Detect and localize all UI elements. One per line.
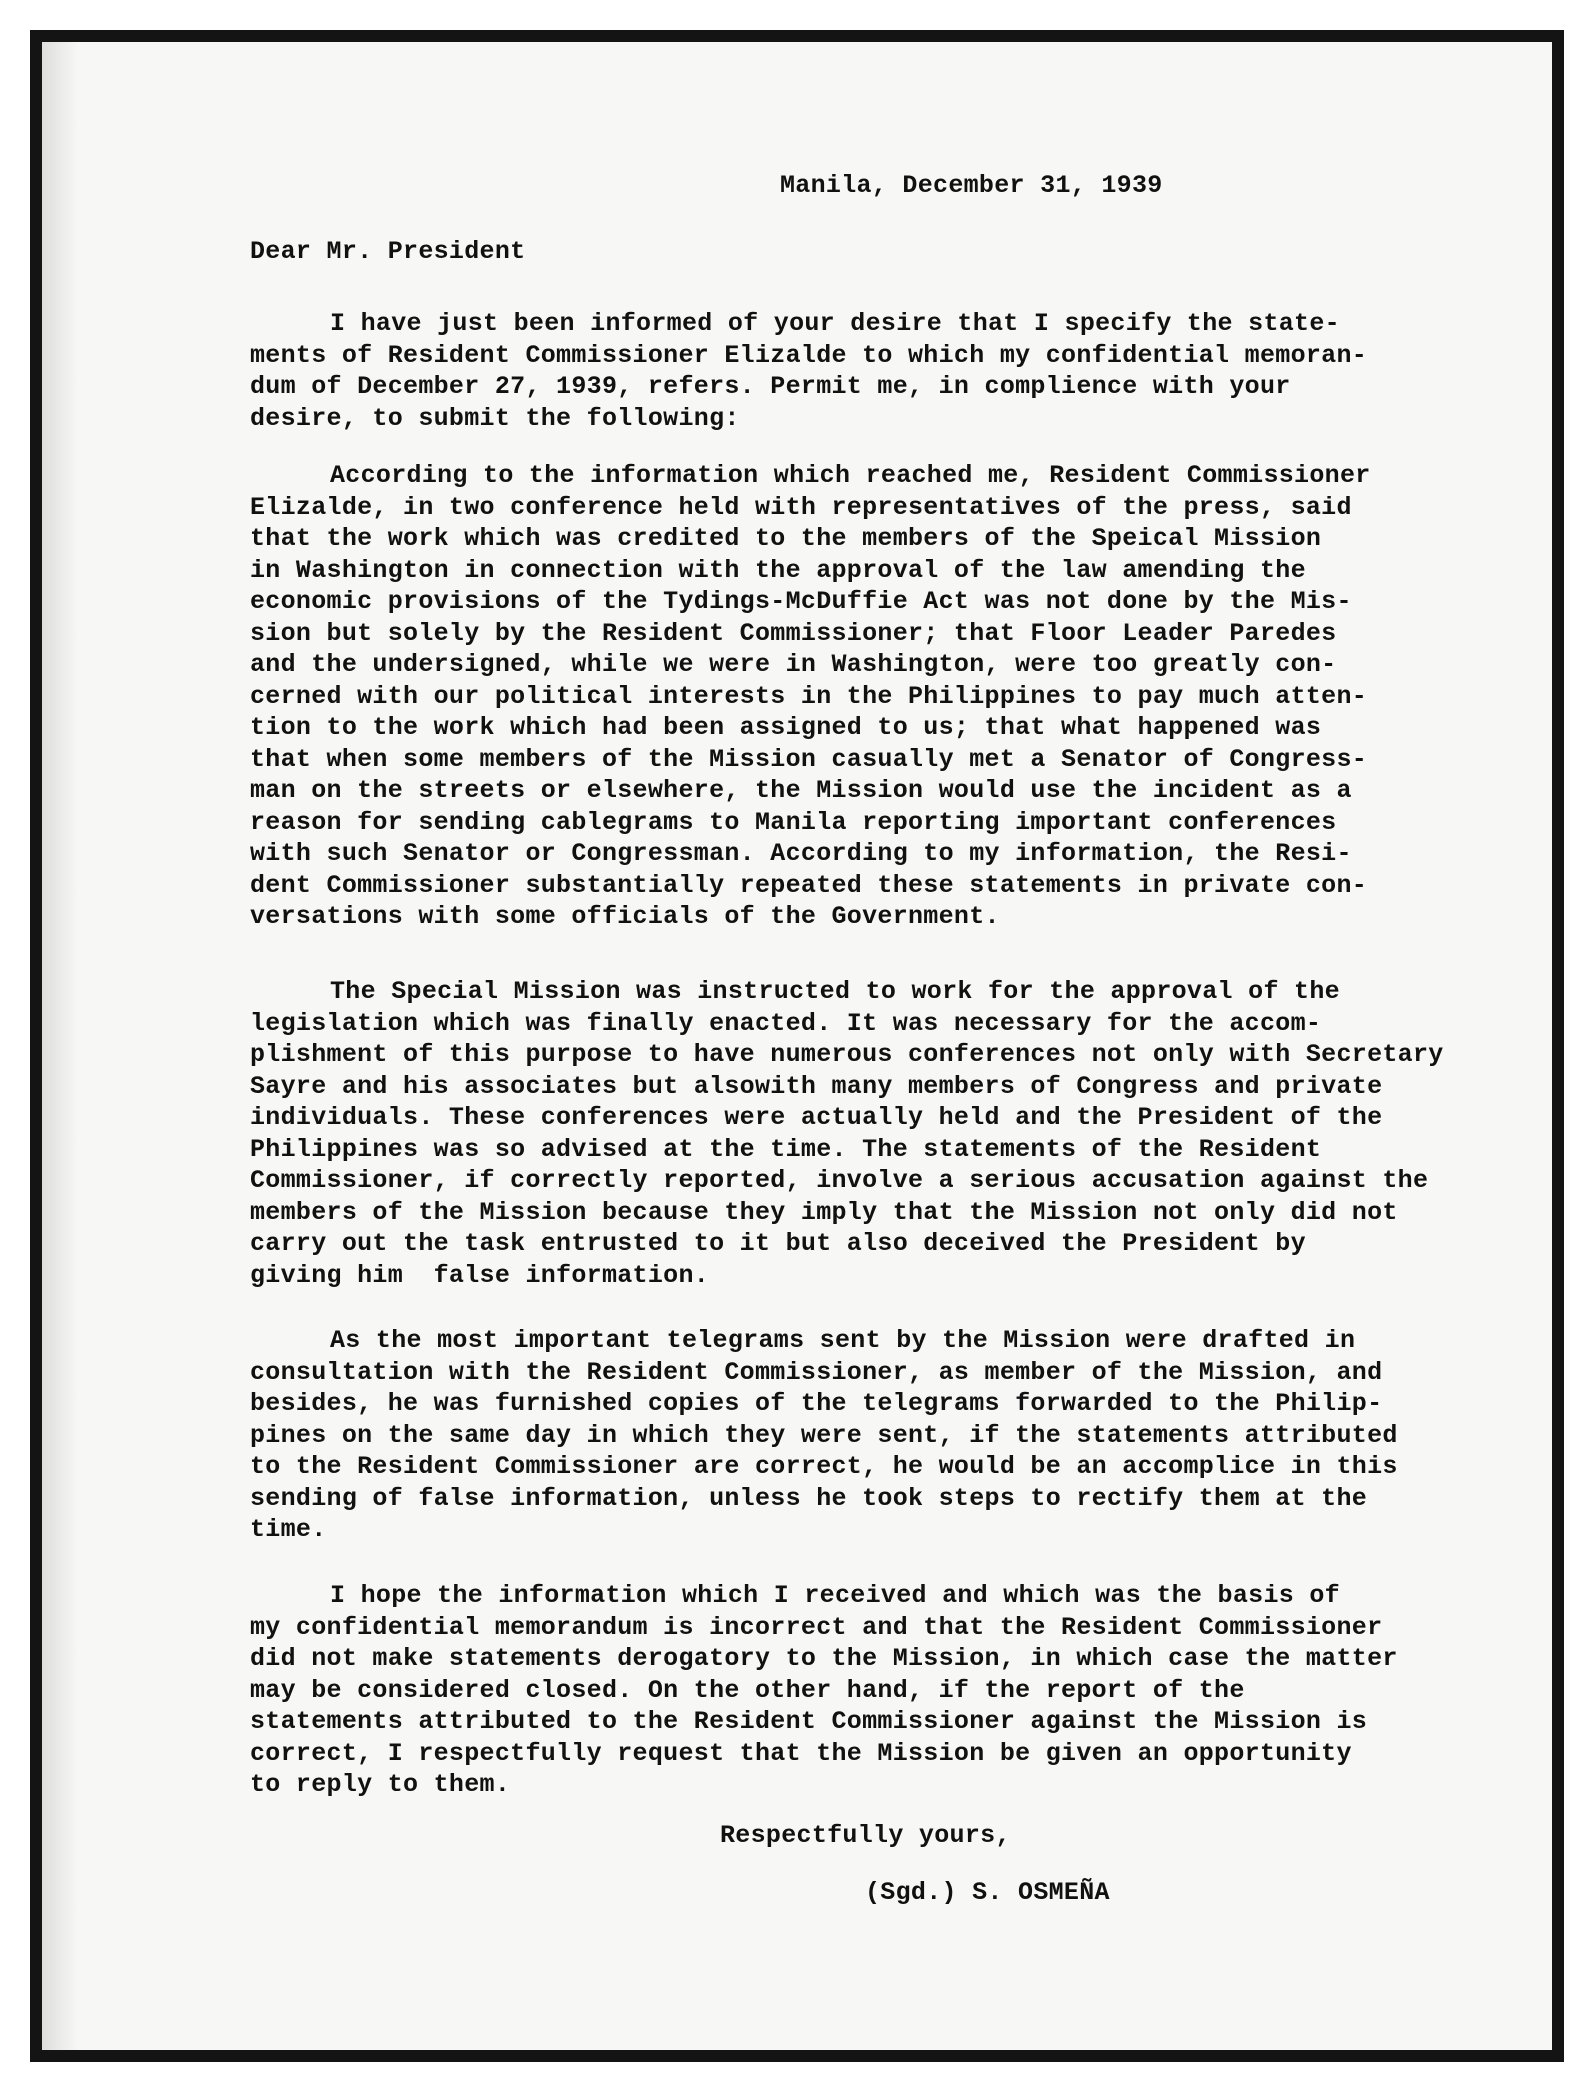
paragraph-1	[250, 308, 1367, 434]
text-line: sending of false information, unless he took steps to rectify them at the	[250, 1483, 1368, 1513]
paragraph-3	[250, 976, 1444, 1291]
text-line: As the most important telegrams sent by the Mission were drafted in	[330, 1326, 1356, 1355]
text-line: correct, I respectfully request that the Mission be given an opportunity	[250, 1738, 1352, 1768]
scan-edge-shadow	[42, 42, 78, 2050]
text-line: Elizalde, in two conference held with representatives of the press, said	[250, 492, 1352, 522]
text-line: Sayre and his associates but alsowith many members of Congress and private	[250, 1071, 1383, 1101]
text-line: that when some members of the Mission casually met a Senator of Congress-	[250, 744, 1368, 774]
text-line: members of the Mission because they imply that the Mission not only did not	[250, 1197, 1398, 1227]
text-line: Commissioner, if correctly reported, involve a serious accusation against the	[250, 1166, 1429, 1195]
salutation: Dear Mr. President	[250, 237, 526, 266]
text-line: economic provisions of the Tydings-McDuffie Act was not done by the Mis-	[250, 587, 1352, 616]
paragraph-2	[250, 460, 1371, 933]
text-line: to the Resident Commissioner are correct, he would be an accomplice in this	[250, 1452, 1398, 1481]
text-line: versations with some officials of the Government.	[250, 902, 1000, 931]
text-line: cerned with our political interests in the Philippines to pay much atten-	[250, 681, 1368, 711]
text-line: besides, he was furnished copies of the telegrams forwarded to the Philip-	[250, 1389, 1383, 1418]
text-line: statements attributed to the Resident Commissioner against the Mission is	[250, 1707, 1368, 1736]
text-line: consultation with the Resident Commissioner, as member of the Mission, and	[250, 1357, 1383, 1387]
dateline: Manila, December 31, 1939	[780, 171, 1163, 200]
text-line: carry out the task entrusted to it but also deceived the President by	[250, 1229, 1306, 1258]
text-line: in Washington in connection with the approval of the law amending the	[250, 555, 1306, 585]
text-line: sion but solely by the Resident Commissioner; that Floor Leader Paredes	[250, 618, 1337, 648]
text-line: desire, to submit the following:	[250, 403, 740, 433]
text-line: my confidential memorandum is incorrect and that the Resident Commissioner	[250, 1612, 1383, 1642]
signature: (Sgd.) S. OSMEÑA	[865, 1878, 1110, 1907]
text-line: ments of Resident Commissioner Elizalde to which my confidential memoran-	[250, 340, 1368, 370]
text-line: plishment of this purpose to have numerous conferences not only with Secretary	[250, 1040, 1444, 1069]
text-line: to reply to them.	[250, 1770, 511, 1799]
text-line: and the undersigned, while we were in Washington, were too greatly con-	[250, 650, 1337, 679]
paragraph-5	[250, 1580, 1398, 1801]
text-line: reason for sending cablegrams to Manila reporting important conferences	[250, 807, 1337, 837]
complimentary-close: Respectfully yours,	[720, 1821, 1011, 1850]
text-line: The Special Mission was instructed to work for the approval of the	[330, 977, 1340, 1006]
text-line: I have just been informed of your desire that I specify the state-	[330, 309, 1340, 338]
text-line: individuals. These conferences were actually held and the President of the	[250, 1103, 1383, 1132]
text-line: that the work which was credited to the members of the Speical Mission	[250, 524, 1322, 553]
text-line: Philippines was so advised at the time. The statements of the Resident	[250, 1134, 1322, 1164]
text-line: with such Senator or Congressman. According to my information, the Resi-	[250, 839, 1352, 868]
text-line: According to the information which reached me, Resident Commissioner	[330, 461, 1371, 490]
text-line: did not make statements derogatory to the Mission, in which case the matter	[250, 1644, 1398, 1673]
text-line: tion to the work which had been assigned to us; that what happened was	[250, 713, 1322, 742]
text-line: man on the streets or elsewhere, the Mission would use the incident as a	[250, 776, 1352, 805]
paragraph-4	[250, 1325, 1398, 1546]
text-line: time.	[250, 1515, 327, 1544]
text-line: pines on the same day in which they were sent, if the statements attributed	[250, 1420, 1398, 1450]
text-line: dum of December 27, 1939, refers. Permit me, in complience with your	[250, 372, 1291, 401]
text-line: I hope the information which I received and which was the basis of	[330, 1581, 1340, 1610]
text-line: may be considered closed. On the other hand, if the report of the	[250, 1675, 1245, 1705]
text-line: giving him false information.	[250, 1260, 710, 1290]
text-line: legislation which was finally enacted. It was necessary for the accom-	[250, 1008, 1322, 1038]
text-line: dent Commissioner substantially repeated these statements in private con-	[250, 870, 1368, 900]
